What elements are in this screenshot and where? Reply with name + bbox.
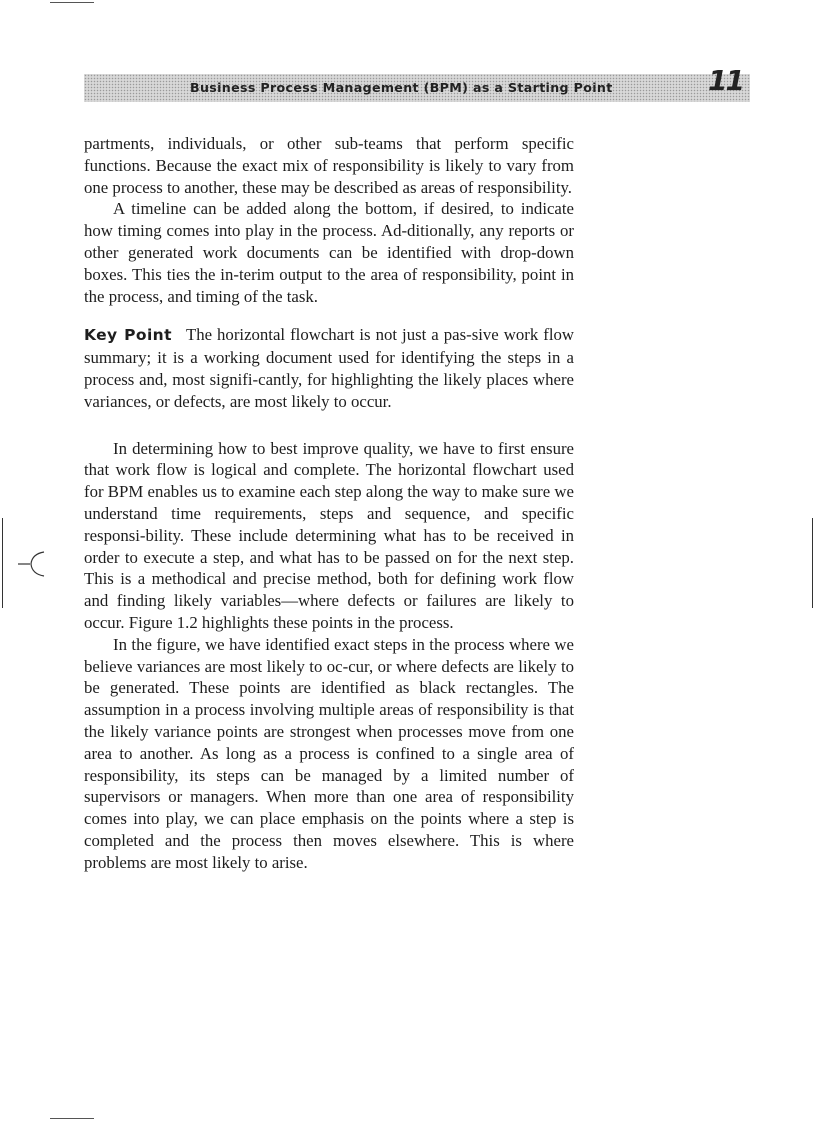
registration-line-left [2,518,3,608]
paragraph-1: partments, individuals, or other sub-teams that perform specific functions. Because the exact mix of responsibility is likely to vary from one process to another, these may be described as areas of responsibility. [84,134,574,197]
body-text [84,133,574,874]
paragraph-3: In determining how to best improve quality, we have to first ensure that work flow is logical and complete. The horizontal flowchart used for BPM enables us to examine each step along the way to make sure we understand time requirements, steps and sequence, and specific responsi-bility. These include determining what has to be received in order to execute a step, and what has to be passed on for the next step. This is a methodical and precise method, both for defining work flow and finding likely variables—where defects or failures are likely to occur. Figure 1.2 highlights these points in the process. [84,438,574,632]
page-number: 11 [708,64,743,97]
paragraph-2: A timeline can be added along the bottom, if desired, to indicate how timing comes into play in the process. Ad-ditionally, any reports or other generated work documents can be identified with drop-down boxes. This ties the in-terim output to the area of responsibility, point in the process, and timing of the task. [84,199,574,306]
key-point-label: Key Point [84,326,172,345]
key-point [84,324,574,412]
running-head: Business Process Management (BPM) as a Starting Point [190,80,613,95]
registration-line-right [812,518,813,608]
crop-mark-bottom [50,1118,94,1119]
paragraph-4: In the figure, we have identified exact steps in the process where we believe variances are most likely to oc-cur, or where defects are likely to be generated. These points are identified as black rectangles. The assumption in a process involving multiple areas of responsibility is that the likely variance points are strongest when processes move from one area to another. As long as a process is confined to a single area of responsibility, its steps can be managed by a limited number of supervisors or managers. When more than one area of responsibility comes into play, we can place emphasis on the points where a step is completed and the process then moves elsewhere. This is where problems are most likely to arise. [84,634,574,872]
key-point-text: The horizontal flowchart is not just a pas-sive work flow summary; it is a working document used for identifying the steps in a process and, most signifi-cantly, for highlighting the likely places where variances, or defects, are most likely to occur. [84,325,574,411]
crop-mark-top [50,2,94,3]
registration-bracket-icon [18,548,58,584]
